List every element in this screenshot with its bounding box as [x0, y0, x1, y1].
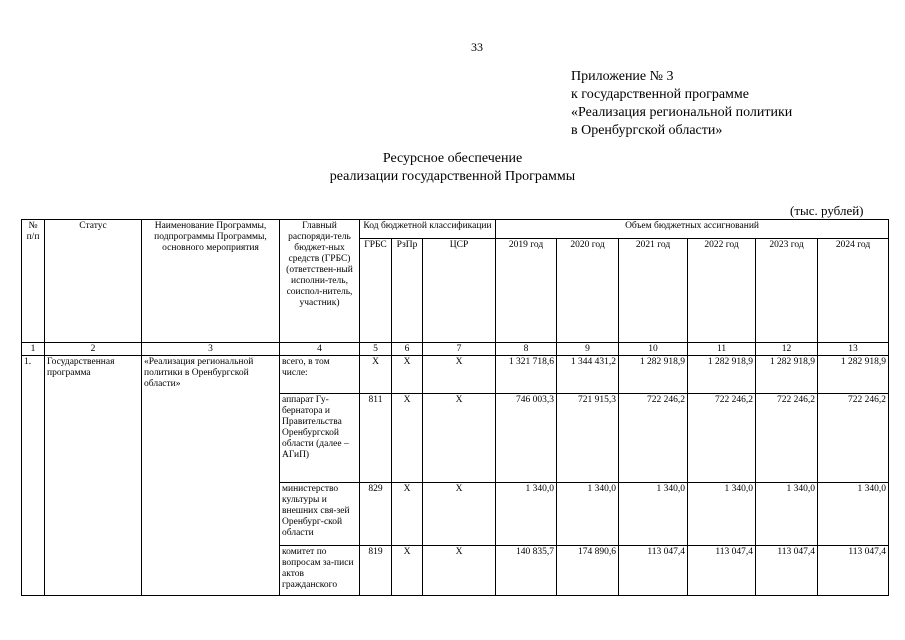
col-number: 11 — [688, 343, 756, 356]
col-number: 3 — [142, 343, 280, 356]
value-cell: 113 047,4 — [619, 546, 688, 596]
col-number: 13 — [818, 343, 889, 356]
header-code-grbs: ГРБС — [360, 239, 392, 343]
title-line: Ресурсное обеспечение — [382, 151, 523, 166]
code-csr-cell: Х — [423, 394, 496, 483]
value-cell: 1 340,0 — [688, 483, 756, 546]
code-grbs-cell: 829 — [360, 483, 392, 546]
value-cell: 722 246,2 — [688, 394, 756, 483]
value-cell: 113 047,4 — [756, 546, 818, 596]
code-grbs-cell: Х — [360, 356, 392, 394]
units-label: (тыс. рублей) — [790, 203, 864, 218]
appendix-line: «Реализация региональной политики — [571, 105, 793, 120]
header-grbs: Главный распоряди-тель бюджет-ных средств (ГРБС) (ответствен-ный исполни-тель, соиспол-нитель, участник) — [280, 220, 360, 343]
code-rzpr-cell: Х — [392, 483, 423, 546]
code-rzpr-cell: Х — [392, 546, 423, 596]
value-cell: 1 340,0 — [619, 483, 688, 546]
value-cell: 140 835,7 — [496, 546, 557, 596]
value-cell: 722 246,2 — [756, 394, 818, 483]
col-number: 1 — [22, 343, 45, 356]
value-cell: 1 282 918,9 — [818, 356, 889, 394]
table-row — [22, 356, 889, 394]
value-cell: 113 047,4 — [818, 546, 889, 596]
value-cell: 1 340,0 — [756, 483, 818, 546]
code-csr-cell: Х — [423, 546, 496, 596]
header-name: Наименование Программы, подпрограммы Программы, основного мероприятия — [142, 220, 280, 343]
grbs-cell: всего, в том числе: — [280, 356, 360, 394]
code-grbs-cell: 811 — [360, 394, 392, 483]
col-number: 10 — [619, 343, 688, 356]
title-line: реализации государственной Программы — [329, 169, 576, 184]
code-csr-cell: Х — [423, 483, 496, 546]
header-year: 2022 год — [688, 239, 756, 343]
header-year: 2019 год — [496, 239, 557, 343]
value-cell: 722 246,2 — [818, 394, 889, 483]
value-cell: 1 340,0 — [818, 483, 889, 546]
document-title — [0, 150, 905, 186]
value-cell: 722 246,2 — [619, 394, 688, 483]
col-number: 8 — [496, 343, 557, 356]
code-rzpr-cell: Х — [392, 356, 423, 394]
col-number: 5 — [360, 343, 392, 356]
header-year: 2021 год — [619, 239, 688, 343]
grbs-cell: министерство культуры и внешних свя-зей Оренбург-ской области — [280, 483, 360, 546]
value-cell: 174 890,6 — [557, 546, 619, 596]
value-cell: 746 003,3 — [496, 394, 557, 483]
appendix-line: в Оренбургской области» — [571, 123, 723, 138]
col-number: 6 — [392, 343, 423, 356]
value-cell: 113 047,4 — [688, 546, 756, 596]
program-status: Государственная программа — [45, 356, 142, 596]
col-number: 7 — [423, 343, 496, 356]
header-code-rzpr: РзПр — [392, 239, 423, 343]
appendix-line: Приложение № 3 — [571, 69, 674, 84]
header-budget-group: Объем бюджетных ассигнований — [496, 220, 889, 239]
header-num: № п/п — [22, 220, 45, 343]
header-code-group: Код бюджетной классификации — [360, 220, 496, 239]
value-cell: 1 282 918,9 — [688, 356, 756, 394]
header-year: 2020 год — [557, 239, 619, 343]
value-cell: 1 340,0 — [557, 483, 619, 546]
value-cell: 1 282 918,9 — [619, 356, 688, 394]
grbs-cell: аппарат Гу-бернатора и Правительства Оренбургской области (далее – АГиП) — [280, 394, 360, 483]
header-year: 2024 год — [818, 239, 889, 343]
code-grbs-cell: 819 — [360, 546, 392, 596]
value-cell: 1 321 718,6 — [496, 356, 557, 394]
appendix-note — [571, 68, 792, 140]
code-rzpr-cell: Х — [392, 394, 423, 483]
page-number: 33 — [471, 40, 483, 54]
header-status: Статус — [45, 220, 142, 343]
col-number: 12 — [756, 343, 818, 356]
code-csr-cell: Х — [423, 356, 496, 394]
value-cell: 721 915,3 — [557, 394, 619, 483]
grbs-cell: комитет по вопросам за-писи актов гражданского — [280, 546, 360, 596]
col-number: 4 — [280, 343, 360, 356]
resource-table — [21, 219, 889, 596]
appendix-line: к государственной программе — [571, 87, 749, 102]
value-cell: 1 344 431,2 — [557, 356, 619, 394]
program-num: 1. — [22, 356, 45, 596]
col-number: 9 — [557, 343, 619, 356]
header-code-csr: ЦСР — [423, 239, 496, 343]
program-name: «Реализация региональной политики в Оренбургской области» — [142, 356, 280, 596]
value-cell: 1 282 918,9 — [756, 356, 818, 394]
header-year: 2023 год — [756, 239, 818, 343]
value-cell: 1 340,0 — [496, 483, 557, 546]
col-number: 2 — [45, 343, 142, 356]
